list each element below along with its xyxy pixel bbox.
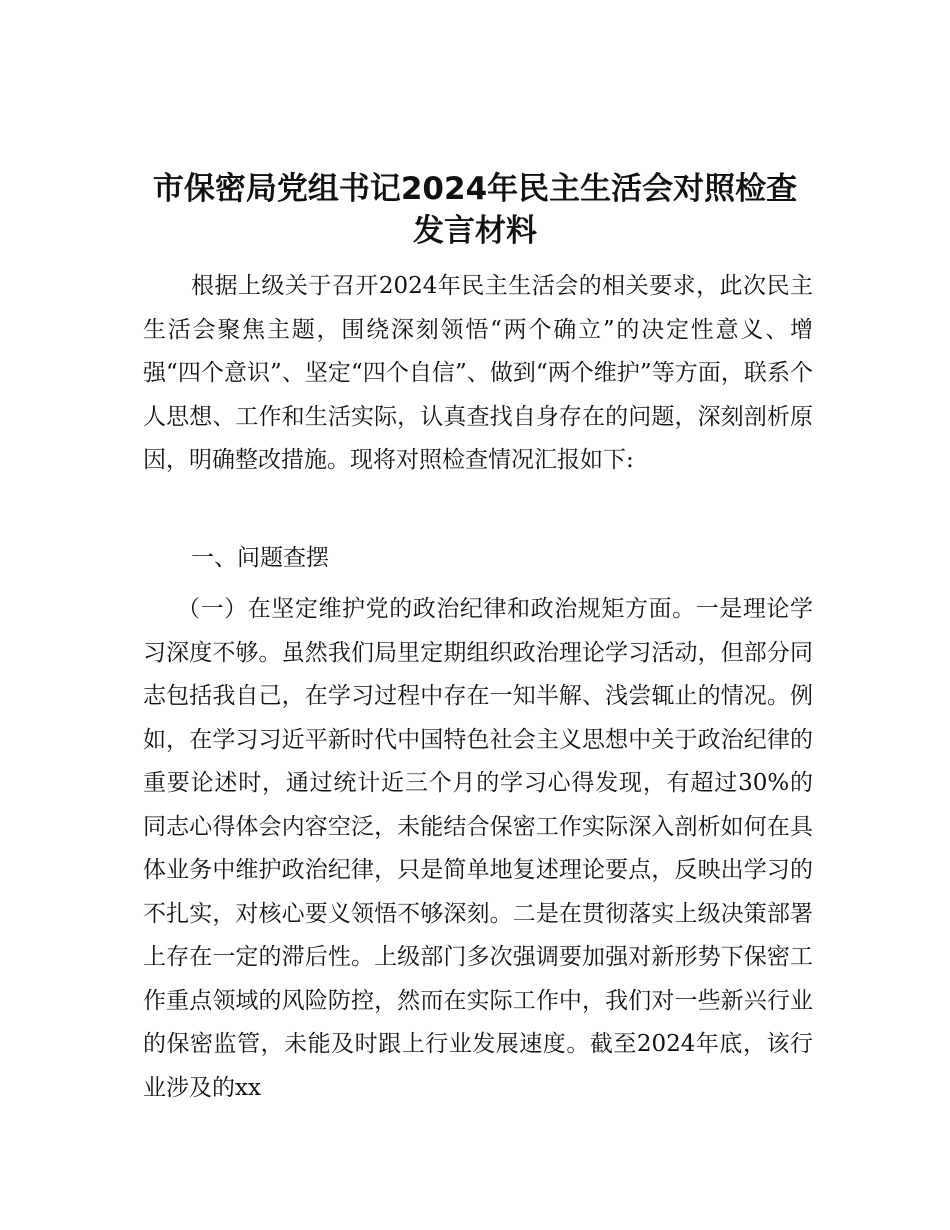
document-title-line-2: 发言材料 [413,213,537,249]
section-heading: 一、问题查摆 [191,545,329,571]
intro-paragraph: 根据上级关于召开2024年民主生活会的相关要求，此次民主生活会聚焦主题，围绕深刻领悟“两个确立”的决定性意义、增强“四个意识”、坚定“四个自信”、做到“两个维护”等方面，联系个人思想、工作和生活实际，认真查找自身存在的问题，深刻剖析原因，明确整改措施。现将对照检查情况汇报如下: [143,273,813,473]
document-title-line-1: 市保密局党组书记2024年民主生活会对照检查 [152,171,798,207]
section-paragraph: （一）在坚定维护党的政治纪律和政治规矩方面。一是理论学习深度不够。虽然我们局里定期组织政治理论学习活动，但部分同志包括我自己，在学习过程中存在一知半解、浅尝辄止的情况。例如，在学习习近平新时代中国特色社会主义思想中关于政治纪律的重要论述时，通过统计近三个月的学习心得发现，有超过30%的同志心得体会内容空泛，未能结合保密工作实际深入剖析如何在具体业务中维护政治纪律，只是简单地复述理论要点，反映出学习的不扎实，对核心要义领悟不够深刻。二是在贯彻落实上级决策部署上存在一定的滞后性。上级部门多次强调要加强对新形势下保密工作重点领域的风险防控，然而在实际工作中，我们对一些新兴行业的保密监管，未能及时跟上行业发展速度。截至2024年底，该行业涉及的xx [143,596,813,1101]
